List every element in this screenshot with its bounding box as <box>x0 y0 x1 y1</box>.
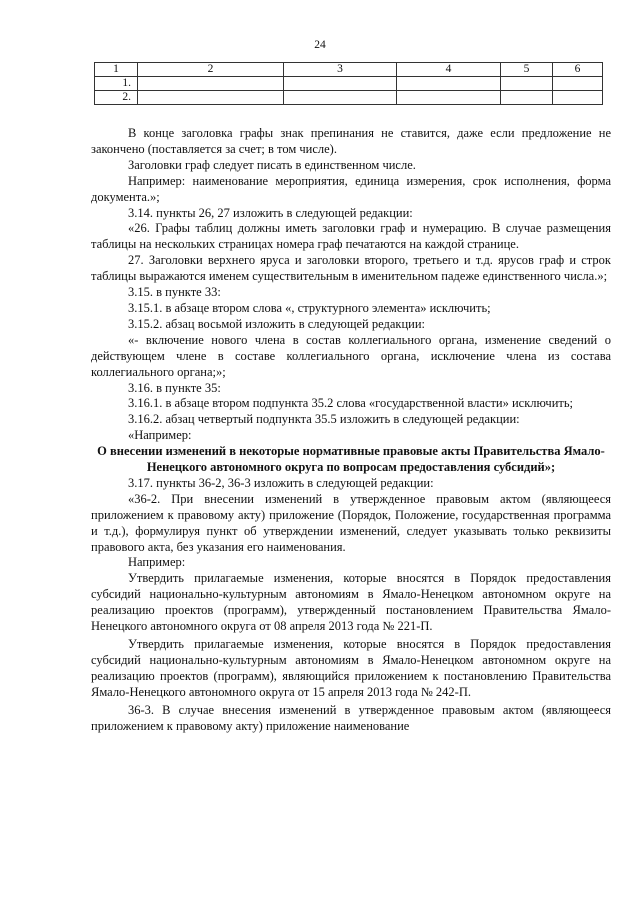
example-title: О внесении изменений в некоторые нормативные правовые акты Правительства Ямало-Ненецкого автономного округа по вопросам предоставления субсидий»; <box>97 444 605 475</box>
table-cell <box>284 77 397 91</box>
paragraph: В конце заголовка графы знак препинания не ставится, даже если предложение не закончено (поставляется за счет; в том числе). <box>91 126 611 156</box>
paragraph: 3.15.1. в абзаце втором слова «, структурного элемента» исключить; <box>128 300 491 315</box>
table-header-cell: 5 <box>501 63 553 77</box>
paragraph: 3.16.1. в абзаце втором подпункта 35.2 слова «государственной власти» исключить; <box>128 396 574 411</box>
table-header-row <box>95 63 603 77</box>
table-header-cell: 1 <box>95 63 138 77</box>
paragraph: 3.15. в пункте 33: <box>128 285 221 300</box>
paragraph: «36-2. При внесении изменений в утвержденное правовым актом (являющееся приложением к правовому акту) приложение (Порядок, Положение, государственная программа и т.д.), формулируя пункт об утверждении изменений, следует указывать только реквизиты правового акта, без указания его наименования. <box>91 491 611 554</box>
sample-table <box>94 62 603 105</box>
paragraph: 3.16. в пункте 35: <box>128 380 221 395</box>
table-cell <box>397 77 501 91</box>
paragraph: «Например: <box>128 428 192 443</box>
table-cell <box>553 91 603 105</box>
table-row <box>95 77 603 91</box>
paragraph: 27. Заголовки верхнего яруса и заголовки второго, третьего и т.д. ярусов граф и строк таблицы выражаются именем существительным в именительном падеже единственного числа.»; <box>91 253 611 284</box>
table-cell <box>553 77 603 91</box>
paragraph: Например: <box>128 555 186 570</box>
paragraph: Утвердить прилагаемые изменения, которые вносятся в Порядок предоставления субсидий национально-культурным автономиям в Ямало-Ненецком автономном округе на реализацию проектов (программ), являющийся приложением к постановлению Правительства Ямало-Ненецкого автономного округа от 15 апреля 2013 года № 242-П. <box>91 637 611 699</box>
paragraph: Утвердить прилагаемые изменения, которые вносятся в Порядок предоставления субсидий национально-культурным автономиям в Ямало-Ненецком автономном округе на реализацию проектов (программ), утвержденный постановлением Правительства Ямало-Ненецкого автономного округа от 08 апреля 2013 года № 221-П. <box>91 571 611 634</box>
table-cell: 2. <box>95 91 138 105</box>
table-cell: 1. <box>95 77 138 91</box>
table-header-cell: 2 <box>138 63 284 77</box>
paragraph: 3.17. пункты 36-2, 36-3 изложить в следующей редакции: <box>128 475 434 490</box>
paragraph: «26. Графы таблиц должны иметь заголовки граф и нумерацию. В случае размещения таблицы на нескольких страницах номера граф печатаются на каждой странице. <box>91 221 611 252</box>
table-header-cell: 4 <box>397 63 501 77</box>
table-header-cell: 6 <box>553 63 603 77</box>
paragraph: 3.15.2. абзац восьмой изложить в следующей редакции: <box>128 316 426 331</box>
table-cell <box>501 77 553 91</box>
table-cell <box>138 91 284 105</box>
paragraph: Заголовки граф следует писать в единственном числе. <box>128 157 416 172</box>
paragraph: 3.16.2. абзац четвертый подпункта 35.5 изложить в следующей редакции: <box>128 412 520 427</box>
table-cell <box>284 91 397 105</box>
paragraph: «- включение нового члена в состав коллегиального органа, изменение сведений о действующем члене в составе коллегиального органа, исключение члена из состава коллегиального органа;»; <box>91 332 611 379</box>
paragraph: 3.14. пункты 26, 27 изложить в следующей редакции: <box>128 205 413 220</box>
table-cell <box>501 91 553 105</box>
paragraph: 36-3. В случае внесения изменений в утвержденное правовым актом (являющееся приложением к правовому акту) приложение наименование <box>91 702 611 733</box>
table-header-cell: 3 <box>284 63 397 77</box>
page-number: 24 <box>314 39 326 51</box>
table-cell <box>138 77 284 91</box>
table-cell <box>397 91 501 105</box>
paragraph: Например: наименование мероприятия, единица измерения, срок исполнения, форма документа.»; <box>91 173 611 204</box>
table-row <box>95 91 603 105</box>
body-text <box>91 126 611 734</box>
